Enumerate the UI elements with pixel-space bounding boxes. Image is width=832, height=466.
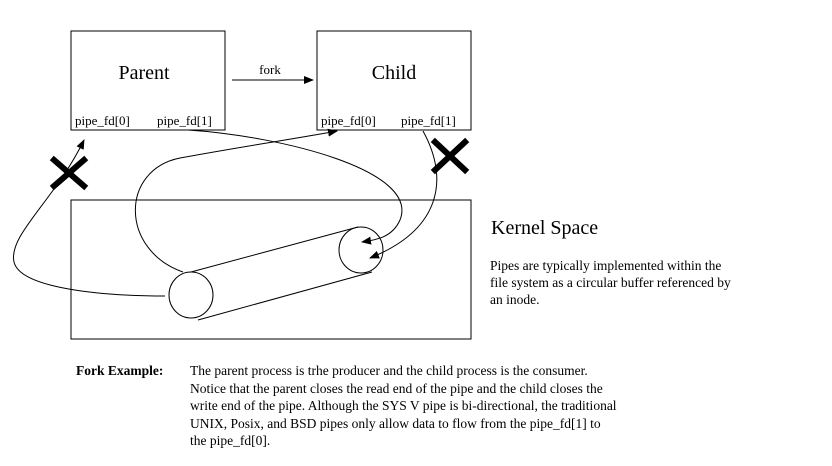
fork-label: fork — [259, 62, 281, 77]
pipe-right-end — [339, 227, 383, 273]
parent-read-curve — [13, 140, 165, 296]
kernel-description-line: file system as a circular buffer referenced by — [490, 275, 731, 290]
kernel-space-box — [71, 200, 471, 339]
caption-line: Notice that the parent closes the read end of the pipe and the child closes the — [190, 380, 603, 396]
kernel-description-line: an inode. — [490, 292, 540, 307]
parent-label: Parent — [118, 62, 170, 84]
fork-edge — [232, 62, 313, 80]
pipe-left-end — [169, 272, 213, 318]
child-fd-read-label: pipe_fd[0] — [321, 113, 376, 128]
caption-line: the pipe_fd[0]. — [190, 433, 271, 448]
kernel-description — [490, 257, 790, 308]
parent-fd-read-label: pipe_fd[0] — [75, 113, 130, 128]
kernel-description-line: Pipes are typically implemented within the — [490, 258, 722, 273]
caption-label: Fork Example: — [76, 363, 164, 378]
pipe-cylinder — [169, 227, 383, 320]
parent-fd-write-label: pipe_fd[1] — [157, 113, 212, 128]
parent-read-closed-mark — [54, 160, 84, 186]
child-node — [317, 31, 471, 130]
caption-line: UNIX, Posix, and BSD pipes only allow data to flow from the pipe_fd[1] to — [190, 415, 601, 431]
caption-line: write end of the pipe. Although the SYS V pipe is bi-directional, the traditional — [190, 398, 617, 413]
parent-write-curve — [188, 130, 402, 242]
pipe-top-edge — [191, 227, 358, 272]
pipe-bottom-edge — [198, 272, 372, 320]
child-write-closed-mark — [435, 142, 465, 170]
caption-body — [190, 362, 750, 450]
caption-line: The parent process is trhe producer and the child process is the consumer. — [190, 363, 588, 378]
parent-node — [71, 31, 225, 130]
child-read-curve — [135, 131, 337, 272]
child-fd-write-label: pipe_fd[1] — [401, 113, 456, 128]
child-label: Child — [371, 62, 417, 84]
kernel-space-title: Kernel Space — [491, 217, 599, 239]
